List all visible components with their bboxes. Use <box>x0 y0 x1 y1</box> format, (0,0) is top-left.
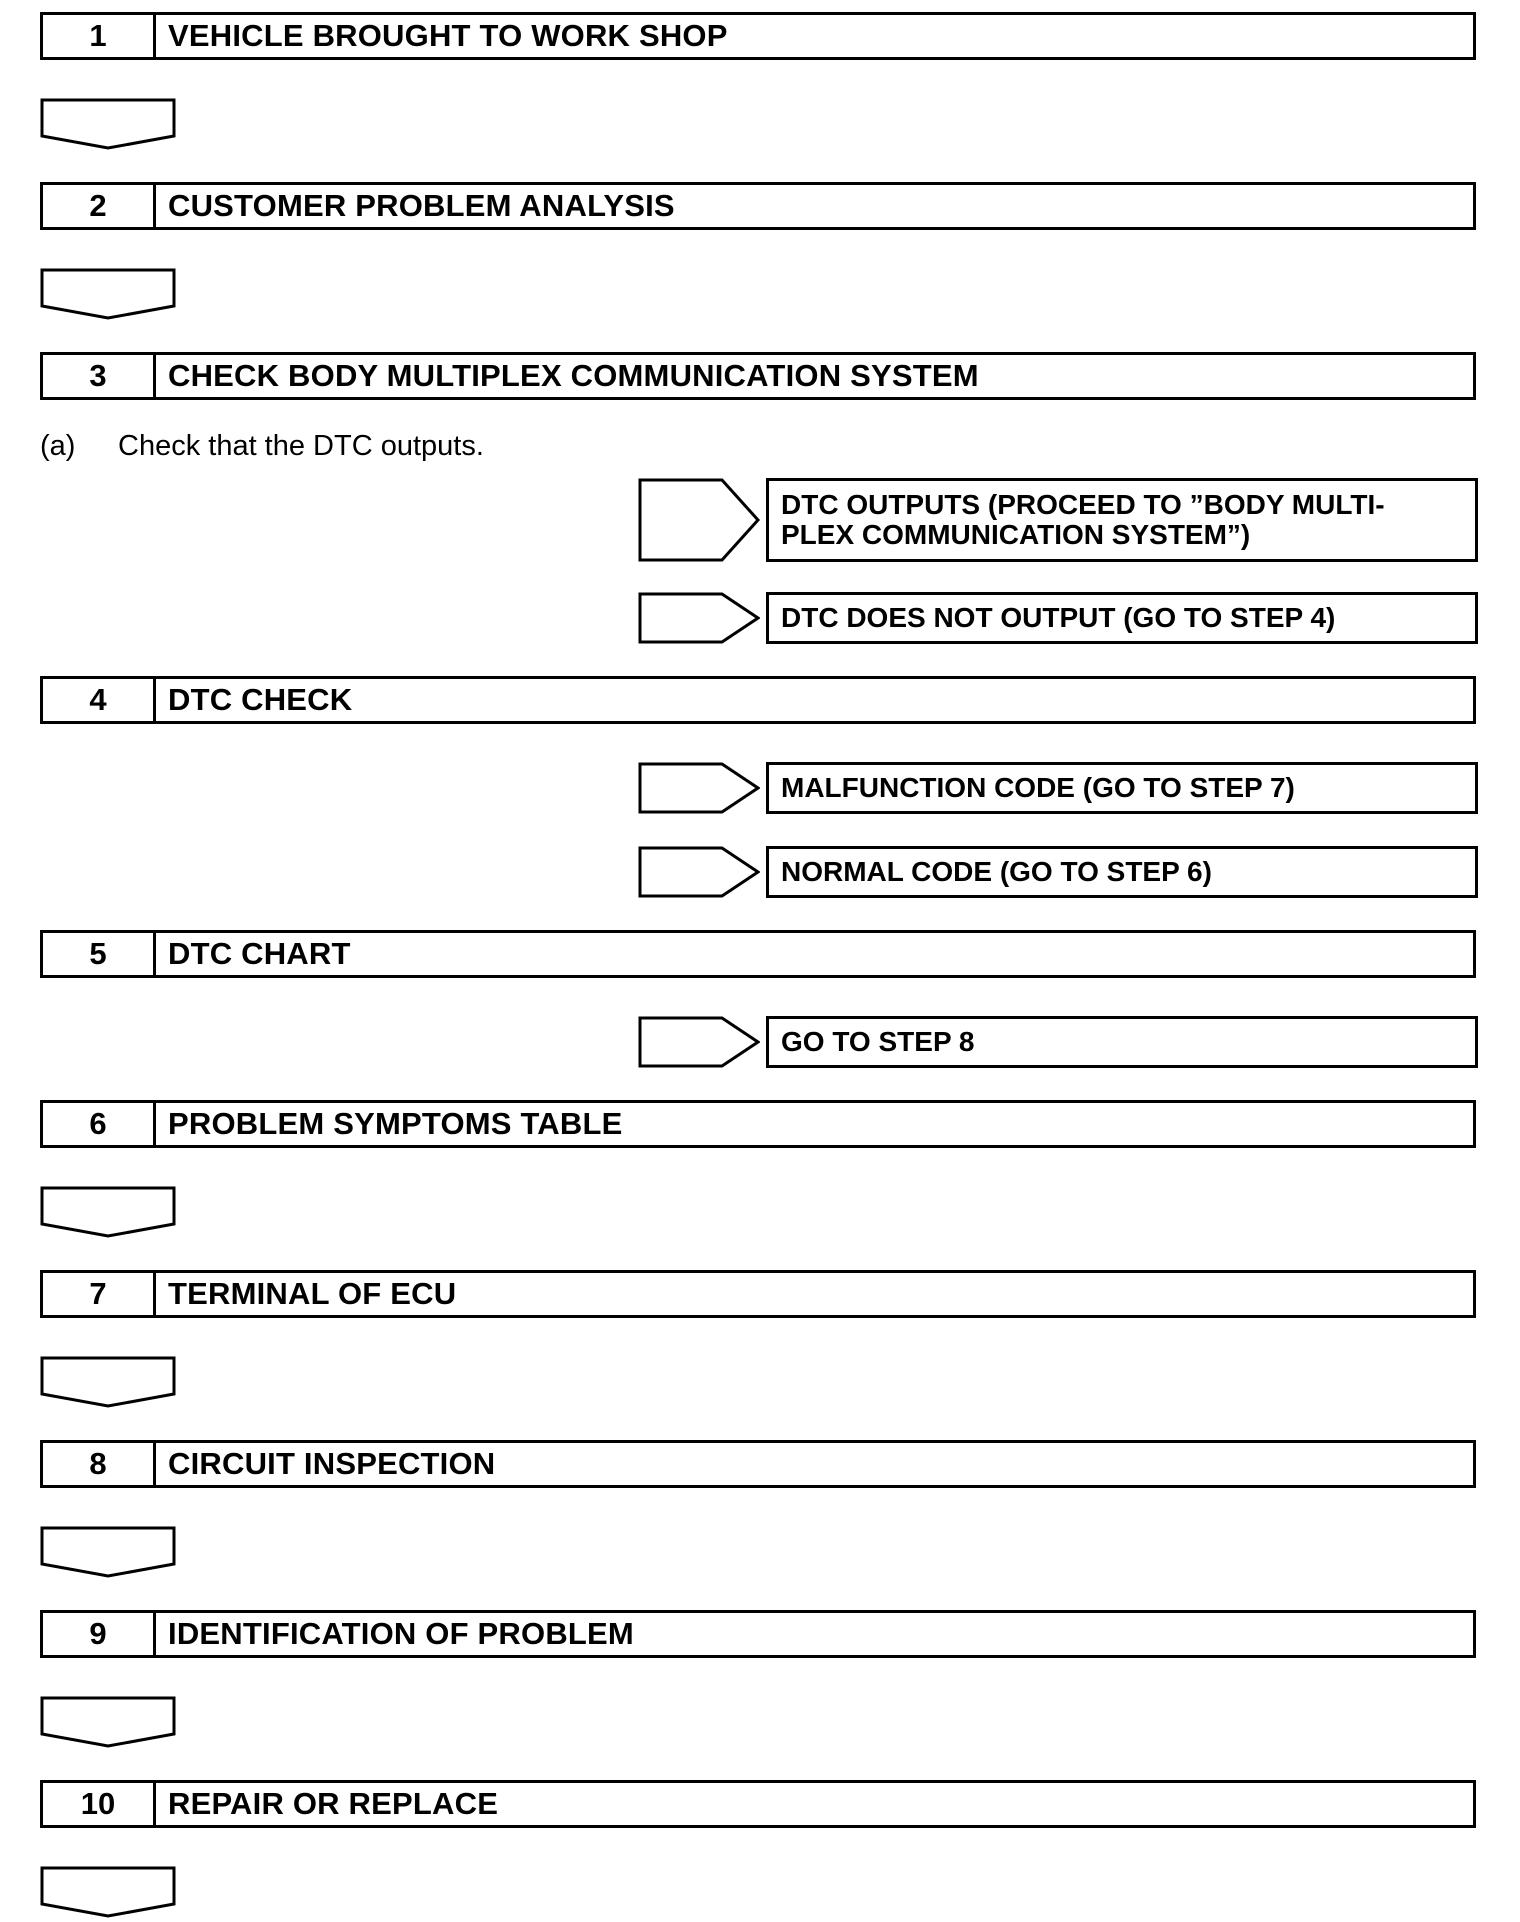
result-normal-code: NORMAL CODE (GO TO STEP 6) <box>766 846 1478 898</box>
step-title: CIRCUIT INSPECTION <box>168 1446 496 1481</box>
down-arrow-icon <box>40 1696 176 1748</box>
step-5-box <box>40 930 1476 978</box>
step-6-box <box>40 1100 1476 1148</box>
step-1-box <box>40 12 1476 60</box>
result-dtc-outputs <box>766 478 1478 562</box>
right-arrow-icon <box>638 1016 760 1068</box>
down-arrow-icon <box>40 98 176 150</box>
result-go-to-step-8: GO TO STEP 8 <box>766 1016 1478 1068</box>
step-title: DTC CHART <box>168 936 351 971</box>
step-number: 7 <box>43 1273 156 1315</box>
step-title: CUSTOMER PROBLEM ANALYSIS <box>168 188 675 223</box>
step-title: DTC CHECK <box>168 682 353 717</box>
step-number: 4 <box>43 679 156 721</box>
right-arrow-icon <box>638 592 760 644</box>
step-3-note <box>40 430 484 463</box>
down-arrow-icon <box>40 1526 176 1578</box>
down-arrow-icon <box>40 1356 176 1408</box>
step-title: CHECK BODY MULTIPLEX COMMUNICATION SYSTEM <box>168 358 979 393</box>
right-arrow-icon <box>638 478 760 562</box>
step-3-box <box>40 352 1476 400</box>
result-line: PLEX COMMUNICATION SYSTEM”) <box>781 519 1251 550</box>
step-number: 2 <box>43 185 156 227</box>
step-2-box <box>40 182 1476 230</box>
step-number: 6 <box>43 1103 156 1145</box>
note-label: (a) <box>40 430 76 462</box>
step-number: 5 <box>43 933 156 975</box>
step-7-box <box>40 1270 1476 1318</box>
down-arrow-icon <box>40 1186 176 1238</box>
result-line: DTC OUTPUTS (PROCEED TO ”BODY MULTI- <box>781 489 1385 520</box>
step-title: VEHICLE BROUGHT TO WORK SHOP <box>168 18 728 53</box>
right-arrow-icon <box>638 762 760 814</box>
step-4-box <box>40 676 1476 724</box>
down-arrow-icon <box>40 268 176 320</box>
step-title: REPAIR OR REPLACE <box>168 1786 499 1821</box>
result-dtc-no-output: DTC DOES NOT OUTPUT (GO TO STEP 4) <box>766 592 1478 644</box>
step-number: 9 <box>43 1613 156 1655</box>
result-malfunction-code: MALFUNCTION CODE (GO TO STEP 7) <box>766 762 1478 814</box>
right-arrow-icon <box>638 846 760 898</box>
step-title: TERMINAL OF ECU <box>168 1276 457 1311</box>
step-9-box <box>40 1610 1476 1658</box>
down-arrow-icon <box>40 1866 176 1918</box>
step-10-box <box>40 1780 1476 1828</box>
note-text: Check that the DTC outputs. <box>118 430 484 462</box>
step-8-box <box>40 1440 1476 1488</box>
step-number: 10 <box>43 1783 156 1825</box>
step-number: 8 <box>43 1443 156 1485</box>
step-number: 1 <box>43 15 156 57</box>
step-number: 3 <box>43 355 156 397</box>
step-title: IDENTIFICATION OF PROBLEM <box>168 1616 634 1651</box>
step-title: PROBLEM SYMPTOMS TABLE <box>168 1106 623 1141</box>
